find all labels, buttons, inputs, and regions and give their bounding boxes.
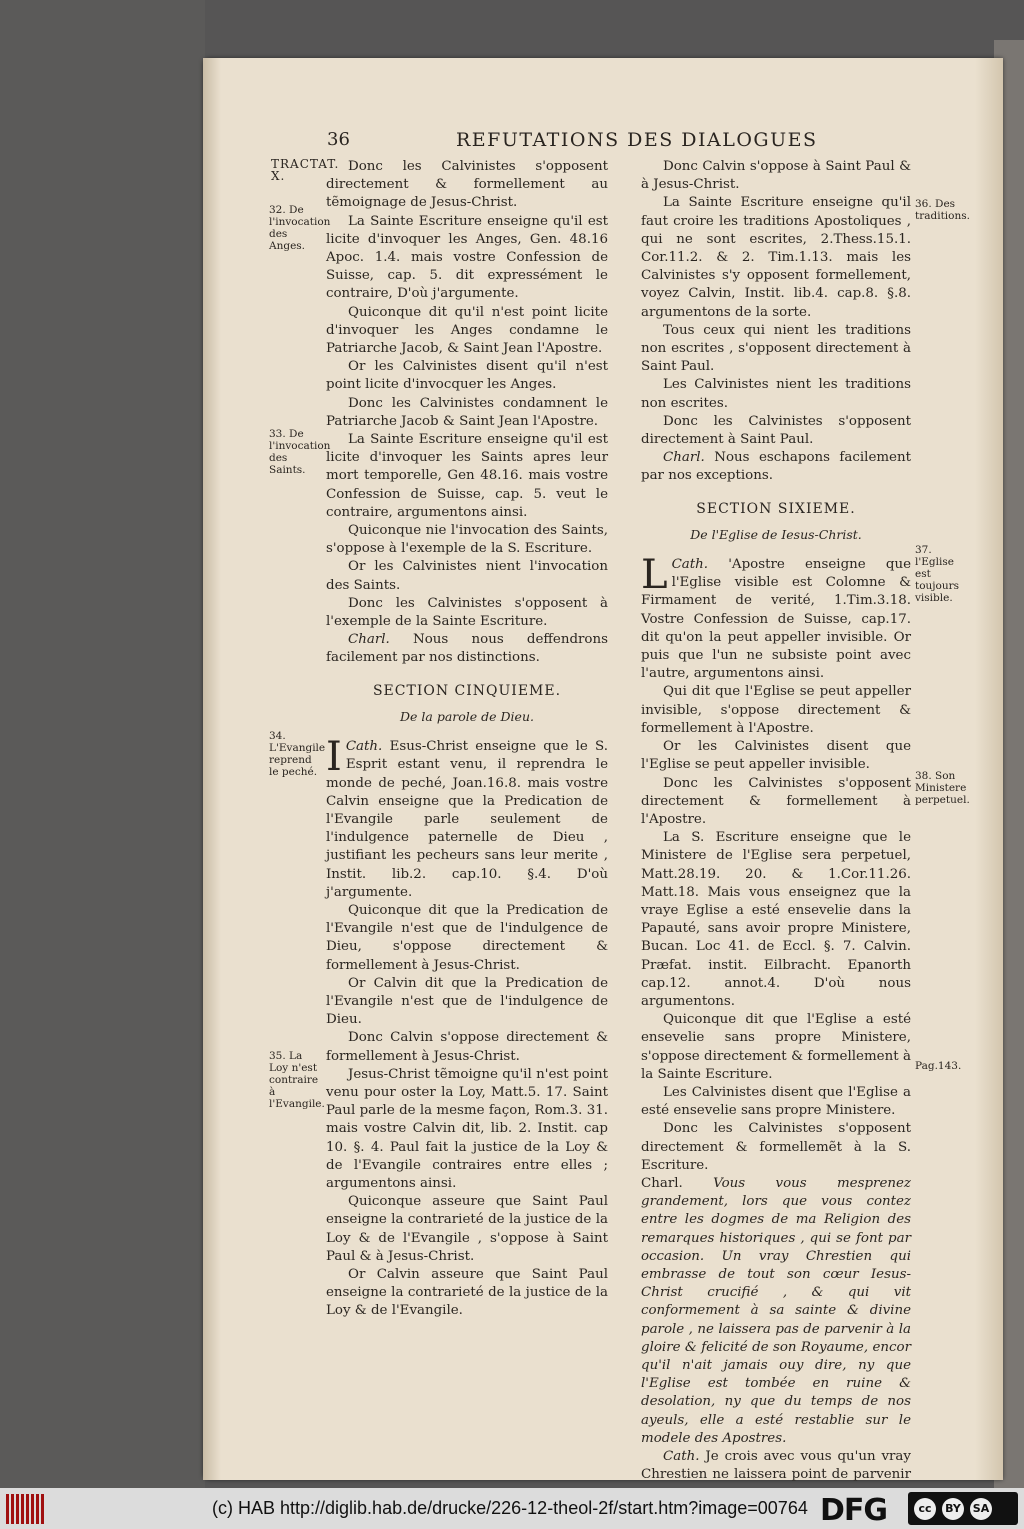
paragraph: Quiconque dit que la Predication de l'Evangile n'est que de l'indulgence de Dieu, s'oppose directement & formellement à Jesus-Christ. — [326, 902, 608, 973]
paragraph-text: Nous nous deffendrons facilement par nos distinctions. — [326, 632, 608, 666]
margin-note-34: 34. L'Evangile reprend le peché. — [269, 730, 326, 778]
speaker-label: Charl. — [641, 1175, 683, 1191]
paragraph: Donc les Calvinistes s'opposent directement & formellement au tẽmoignage de Jesus-Christ. — [326, 159, 608, 211]
text-column-right — [641, 158, 911, 1521]
speaker-label: Cath. — [671, 557, 709, 573]
paragraph: Tous ceux qui nient les traditions non escrites , s'opposent directement à Saint Paul. — [641, 322, 911, 375]
paragraph: Or Calvin asseure que Saint Paul enseigne la contrarieté de la justice de la Loy & de l'Evangile. — [326, 1266, 608, 1319]
sa-icon: SA — [970, 1498, 992, 1520]
paragraph: Donc les Calvinistes s'opposent directement & formellement à l'Apostre. — [641, 775, 911, 827]
margin-note-38: 38. Son Ministere perpetuel. — [915, 770, 970, 806]
paragraph: La S. Escriture enseigne que le Ministere de l'Eglise sera perpetuel, Matt.28.19. 20. & 1.Cor.11.26. Matt.18. Mais vous enseignez que la vraye Eglise a esté ensevelie dans la Papauté, sans avoir propre Ministere, Bucan. Loc 41. de Eccl. §. 7. Calvin. Præfat. instit. Eilbracht. Epanorth cap.12. annot.4. D'où nous argumentons. — [641, 830, 911, 1009]
paragraph: Or Calvin dit que la Predication de l'Evangile n'est que de l'indulgence de Dieu. — [326, 975, 608, 1028]
paragraph: Or les Calvinistes nient l'invocation des Saints. — [326, 559, 608, 593]
margin-note-page-ref: Pag.143. — [915, 1060, 962, 1072]
paragraph — [326, 734, 609, 902]
speaker-label: Cath. — [663, 1449, 700, 1465]
paragraph — [326, 631, 608, 667]
cc-license-badge[interactable] — [908, 1492, 1018, 1525]
paragraph-text: Je crois avec vous qu'un vray Chrestien ne laissera point de parvenir — [641, 1449, 911, 1483]
page-header — [311, 129, 911, 155]
paragraph: Donc Calvin s'oppose directement & formellement à Jesus-Christ. — [326, 1030, 608, 1064]
cc-icon: cc — [914, 1498, 936, 1520]
library-logo-icon — [6, 1494, 44, 1524]
section-subtitle: De l'Eglise de Iesus-Christ. — [690, 526, 862, 542]
page-number: 36 — [327, 129, 350, 150]
paragraph: Quiconque dit que l'Eglise a esté ensevelie sans propre Ministere, s'oppose directement & formellement à la Sainte Escriture. — [641, 1012, 911, 1082]
paragraph: La Sainte Escriture enseigne qu'il est licite d'invoquer les Saints apres leur mort temporelle, Gen 48.16. mais vostre Confession de Suisse, cap. 5. veut le contraire, argumentons ainsi. — [326, 432, 608, 520]
paragraph: Quiconque dit qu'il n'est point licite d'invoquer les Anges condamne le Patriarche Jacob, & Saint Jean l'Apostre. — [326, 304, 608, 357]
running-title: REFUTATIONS DES DIALOGUES — [456, 129, 818, 151]
margin-note-35: 35. La Loy n'est contraire à l'Evangile. — [269, 1050, 325, 1110]
footer-bar — [0, 1488, 1024, 1529]
paragraph: Qui dit que l'Eglise se peut appeller invisible, s'oppose directement & formellement à l'Apostre. — [641, 684, 911, 736]
text-column-left — [326, 158, 608, 1321]
paragraph — [641, 1175, 911, 1448]
paragraph-text: Esus-Christ enseigne que le S. Esprit estant venu, il reprendra le monde de peché, Joan.16.8. mais vostre Calvin enseigne que la Predication de l'Evangile parle seulement de l'indulgence paternelle de Dieu , justifiant les pecheurs sans leur merite , Instit. lib.2. cap.10. §.4. D'où j'argumente. — [326, 739, 609, 900]
speaker-label: Charl. — [663, 450, 705, 466]
margin-note-tractat: TRACTAT. X. — [271, 157, 340, 183]
margin-note-32: 32. De l'invocation des Anges. — [269, 204, 331, 252]
paragraph: Donc les Calvinistes s'opposent à l'exemple de la Sainte Escriture. — [326, 595, 608, 630]
paragraph: Jesus-Christ tẽmoigne qu'il n'est point venu pour oster la Loy, Matt.5. 17. Saint Paul parle de la mesme façon, Rom.3. 31. mais vostre Calvin dit, lib. 2. Instit. cap 10. §. 4. Paul fait la justice de la Loy & de l'Evangile contraires entre elles ; argumentons ainsi. — [326, 1066, 608, 1191]
by-icon: BY — [942, 1498, 964, 1520]
paragraph: Les Calvinistes nient les traditions non escrites. — [641, 377, 911, 411]
paragraph-text: Nous eschapons facilement par nos exceptions. — [641, 450, 911, 484]
dfg-logo: DFG — [820, 1493, 888, 1528]
speaker-label: Charl. — [348, 632, 390, 648]
paragraph — [641, 552, 911, 683]
paragraph: Donc les Calvinistes condamnent le Patriarche Jacob & Saint Jean l'Apostre. — [326, 395, 608, 429]
paragraph: Donc Calvin s'oppose à Saint Paul & à Jesus-Christ. — [641, 159, 911, 193]
paragraph: Or les Calvinistes disent qu'il n'est point licite d'invocquer les Anges. — [326, 359, 608, 393]
section-title: SECTION SIXIEME. — [696, 500, 856, 517]
scan-background-left — [0, 0, 205, 1488]
paragraph — [641, 449, 911, 485]
paragraph-text: 'Apostre enseigne que l'Eglise visible est Colomne & Firmament de verité, 1.Tim.3.18. Vostre Confession de Suisse, cap.17. dit qu'on la peut appeller invisible. Or puis que l'un ne subsiste point avec l'autre, argumentons ainsi. — [641, 557, 911, 682]
drop-cap: I — [326, 734, 342, 781]
paragraph: Quiconque asseure que Saint Paul enseigne la contrarieté de la justice de la Loy & de l'Evangile , s'oppose à Saint Paul & à Jesus-Christ. — [326, 1194, 608, 1264]
paragraph: La Sainte Escriture enseigne qu'il est licite d'invoquer les Anges, Gen. 48.16 Apoc. 1.4. mais vostre Confession de Suisse, cap. 5. dit expressément le contraire, D'où j'argumente. — [326, 213, 608, 302]
book-page — [203, 58, 1003, 1483]
paragraph: Quiconque nie l'invocation des Saints, s'oppose à l'exemple de la S. Escriture. — [326, 523, 608, 557]
paragraph: Donc les Calvinistes s'opposent directement à Saint Paul. — [641, 413, 911, 448]
margin-note-36: 36. Des traditions. — [915, 198, 970, 222]
paragraph-text: Vous vous mesprenez grandement, lors que vous contez entre les dogmes de ma Religion des remarques historiques , qui se font par occasion. Un vray Chrestien qui embrasse de tout son cœur Iesus-Christ crucifié , & qui vit conformement à sa sainte & divine parole , ne laissera pas de parvenir à la gloire & felicité de son Royaume, encor qu'il n'ait jamais ouy dire, ny que l'Eglise est tombée en ruine & desolation, ny que du temps de nos ayeuls, elle a esté restablie sur le modele des Apostres. — [641, 1175, 911, 1446]
paragraph: Donc les Calvinistes s'opposent directement & formellemẽt à la S. Escriture. — [641, 1121, 911, 1173]
margin-note-37: 37. l'Eglise est toujours visible. — [915, 544, 960, 604]
source-link[interactable]: (c) HAB http://diglib.hab.de/drucke/226-12-theol-2f/start.htm?image=00764 — [212, 1498, 808, 1518]
paragraph: Or les Calvinistes disent que l'Eglise se peut appeller invisible. — [641, 739, 911, 773]
speaker-label: Cath. — [345, 739, 383, 755]
section-title: SECTION CINQUIEME. — [372, 682, 562, 699]
paragraph: Les Calvinistes disent que l'Eglise a esté ensevelie sans propre Ministere. — [641, 1084, 911, 1119]
drop-cap: L — [641, 552, 668, 599]
paragraph: La Sainte Escriture enseigne qu'il faut croire les traditions Apostoliques , qui ne sont escrites, 2.Thess.15.1. Cor.11.2. & 2. Tim.1.13. mais les Calvinistes s'y opposent formellement, voyez Calvin, Instit. lib.4. cap.8. §.8. argumentons de la sorte. — [641, 195, 911, 320]
section-subtitle: De la parole de Dieu. — [400, 708, 534, 724]
margin-note-33: 33. De l'invocation des Saints. — [269, 428, 331, 476]
